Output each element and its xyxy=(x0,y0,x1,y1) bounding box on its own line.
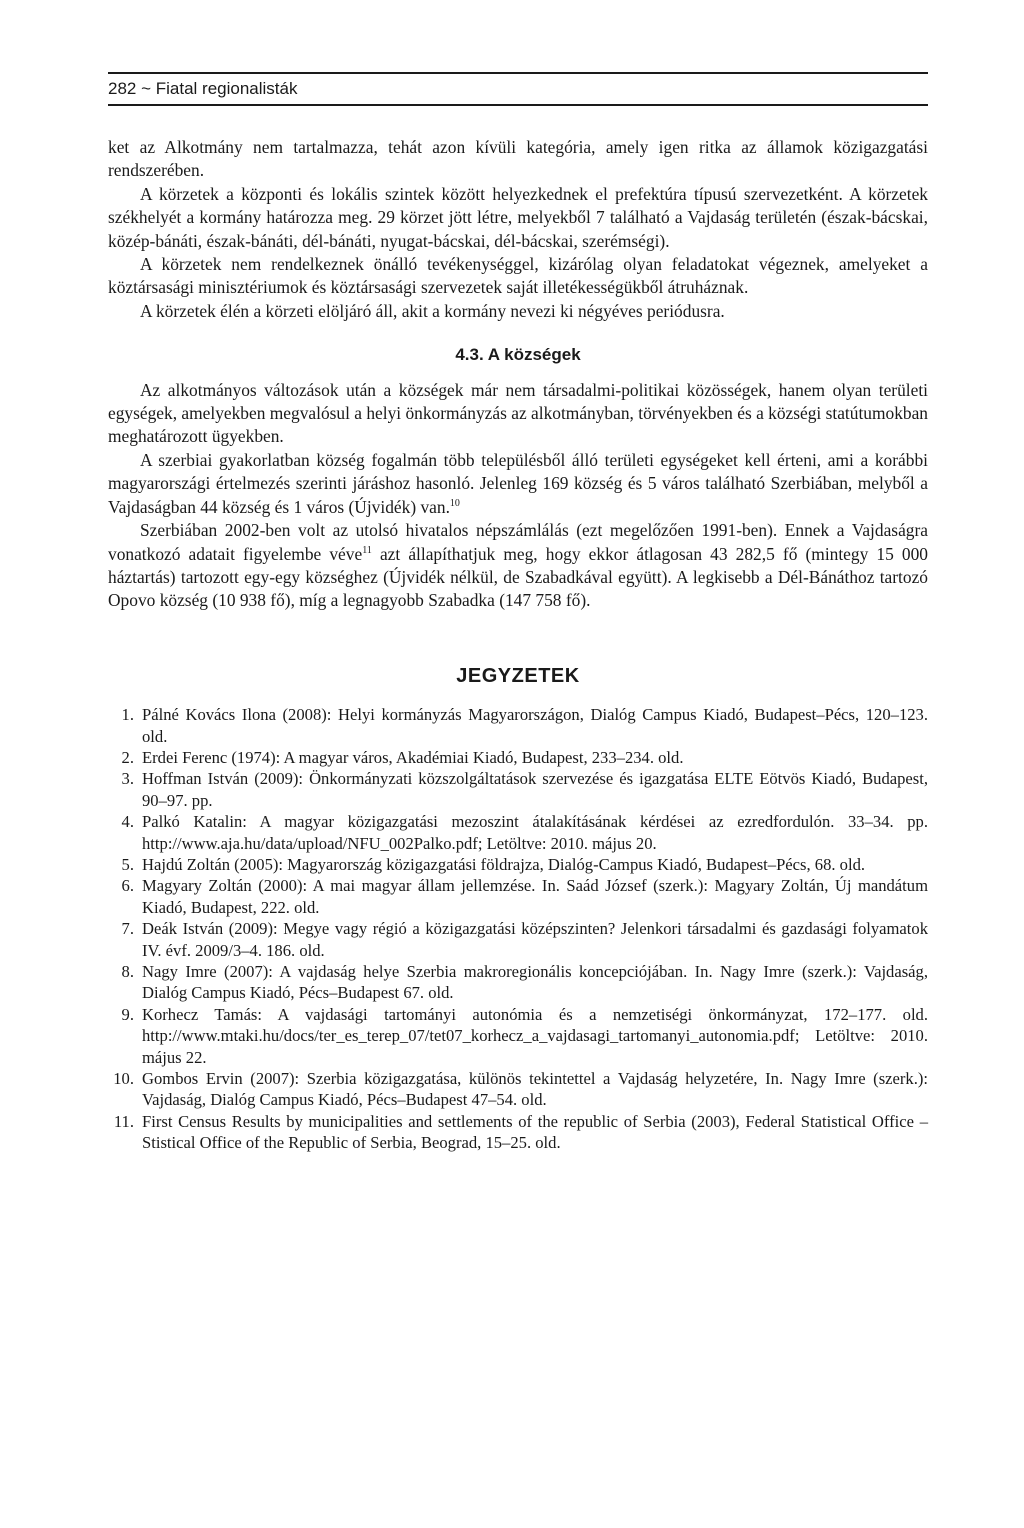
reference-text: Deák István (2009): Megye vagy régió a közigazgatási középszinten? Jelenkori társadalmi és gazdasági folyamatok IV. évf. 2009/3–4. 186. old. xyxy=(142,919,928,960)
reference-item xyxy=(108,875,928,918)
running-header xyxy=(108,72,928,106)
footnote-marker: 10 xyxy=(449,497,460,509)
section-heading: 4.3. A községek xyxy=(455,345,581,365)
paragraph: A körzetek nem rendelkeznek önálló tevékenységgel, kizárólag olyan feladatokat végeznek, amelyeket a köztársasági minisztériumok és köztársasági szervezetek saját illetékességükből átruháznak. xyxy=(108,254,928,298)
reference-text: Hajdú Zoltán (2005): Magyarország közigazgatási földrajza, Dialóg-Campus Kiadó, Budapest–Pécs, 68. old. xyxy=(142,854,866,874)
paragraph: A körzetek élén a körzeti elöljáró áll, akit a kormány nevezi ki négyéves periódusra. xyxy=(140,300,725,321)
reference-text: First Census Results by municipalities and settlements of the republic of Serbia (2003), Federal Statistical Office – Stistical Office of the Republic of Serbia, Beograd, 15–25. old. xyxy=(142,1111,928,1153)
paragraph xyxy=(108,519,928,613)
reference-item xyxy=(108,1004,928,1068)
reference-number: 7. xyxy=(121,919,134,939)
reference-item xyxy=(108,704,928,747)
reference-number: 10. xyxy=(113,1069,134,1089)
reference-number: 8. xyxy=(121,962,134,981)
reference-item xyxy=(108,768,928,811)
reference-item xyxy=(108,854,928,875)
reference-number: 2. xyxy=(121,747,134,767)
reference-number: 11. xyxy=(113,1111,134,1131)
running-header-text: 282 ~ Fiatal regionalisták xyxy=(108,79,298,98)
reference-text: Korhecz Tamás: A vajdasági tartományi autonómia és a nemzetiségi önkormányzat, 172–177. old. http://www.mtaki.hu/docs/ter_es_terep_07/tet07_korhecz_a_vajdasagi_tartomanyi_autonomia.pdf; Letöltve: 2010. május 22. xyxy=(142,1004,928,1067)
paragraph: ket az Alkotmány nem tartalmazza, tehát azon kívüli kategória, amely igen ritka az államok közigazgatási rendszerében. xyxy=(108,137,928,181)
notes-heading: JEGYZETEK xyxy=(456,664,580,687)
reference-number: 4. xyxy=(121,812,134,832)
reference-text: Pálné Kovács Ilona (2008): Helyi kormányzás Magyarországon, Dialóg Campus Kiadó, Budapest–Pécs, 120–123. old. xyxy=(142,705,928,746)
reference-number: 1. xyxy=(121,705,134,725)
reference-text: Palkó Katalin: A magyar közigazgatási mezoszint átalakításának kérdései az ezredfordulón. 33–34. pp. http://www.aja.hu/data/upload/NFU_002Palko.pdf; Letöltve: 2010. május 20. xyxy=(142,812,928,853)
reference-number: 9. xyxy=(121,1004,134,1024)
reference-item xyxy=(108,1111,928,1154)
paragraph-text: A szerbiai gyakorlatban község fogalmán több településből álló területi egységeket kell érteni, ami a korábbi magyarországi értelmezés szerinti járáshoz hasonló. Jelenleg 169 község és 5 város található Szerbiában, melyből a Vajdaságban 44 község és 1 város (Újvidék) van. xyxy=(108,449,928,517)
paragraph: A körzetek a központi és lokális szintek között helyezkednek el prefektúra típusú szervezetként. A körzetek székhelyét a kormány határozza meg. 29 körzet jött létre, melyekből 7 található a Vajdaság területén (észak-bácskai, közép-bánáti, észak-bánáti, dél-bánáti, nyugat-bácskai, dél-bácskai, szerémségi). xyxy=(108,183,928,251)
reference-item xyxy=(108,811,928,854)
body-text xyxy=(108,136,928,1154)
reference-item xyxy=(108,747,928,768)
reference-item xyxy=(108,1068,928,1111)
reference-number: 3. xyxy=(121,769,134,789)
reference-text: Hoffman István (2009): Önkormányzati közszolgáltatások szervezése és igazgatása ELTE Eötvös Kiadó, Budapest, 90–97. pp. xyxy=(142,769,928,810)
reference-text: Gombos Ervin (2007): Szerbia közigazgatása, különös tekintettel a Vajdaság helyzetére, In. Nagy Imre (szerk.): Vajdaság, Dialóg Campus Kiadó, Pécs–Budapest 47–54. old. xyxy=(142,1069,928,1110)
reference-item xyxy=(108,961,928,1004)
paragraph: Az alkotmányos változások után a községek már nem társadalmi-politikai közösségek, hanem olyan területi egységek, amelyekben megvalósul a helyi önkormányzás az alkotmányban, törvényekben és a községi statútumokban meghatározott ügyekben. xyxy=(108,379,929,447)
reference-text: Erdei Ferenc (1974): A magyar város, Akadémiai Kiadó, Budapest, 233–234. old. xyxy=(142,747,684,767)
reference-number: 5. xyxy=(121,854,134,874)
paragraph xyxy=(108,449,928,519)
footnote-marker: 11 xyxy=(362,544,372,556)
paragraph-text: azt állapíthatjuk meg, hogy ekkor átlagosan 43 282,5 fő (mintegy 15 000 háztartás) tartozott egy-egy községhez (Újvidék nélkül, de Szabadkával együtt). A legkisebb a Dél-Bánáthoz tartozó Opovo község (10 938 fő), míg a legnagyobb Szabadka (147 758 fő). xyxy=(108,543,928,611)
paragraph-text: Szerbiában 2002-ben volt az utolsó hivatalos népszámlálás (ezt megelőzően 1991-ben). Ennek a Vajdaságra vonatkozó adatait figyelembe véve xyxy=(108,520,928,564)
reference-list xyxy=(108,704,928,1154)
reference-text: Nagy Imre (2007): A vajdaság helye Szerbia makroregionális koncepciójában. In. Nagy Imre (szerk.): Vajdaság, Dialóg Campus Kiadó, Pécs–Budapest 67. old. xyxy=(142,962,928,1003)
reference-number: 6. xyxy=(121,876,134,896)
reference-item xyxy=(108,918,928,961)
reference-text: Magyary Zoltán (2000): A mai magyar állam jellemzése. In. Saád József (szerk.): Magyary Zoltán, Új mandátum Kiadó, Budapest, 222. old. xyxy=(142,876,928,917)
